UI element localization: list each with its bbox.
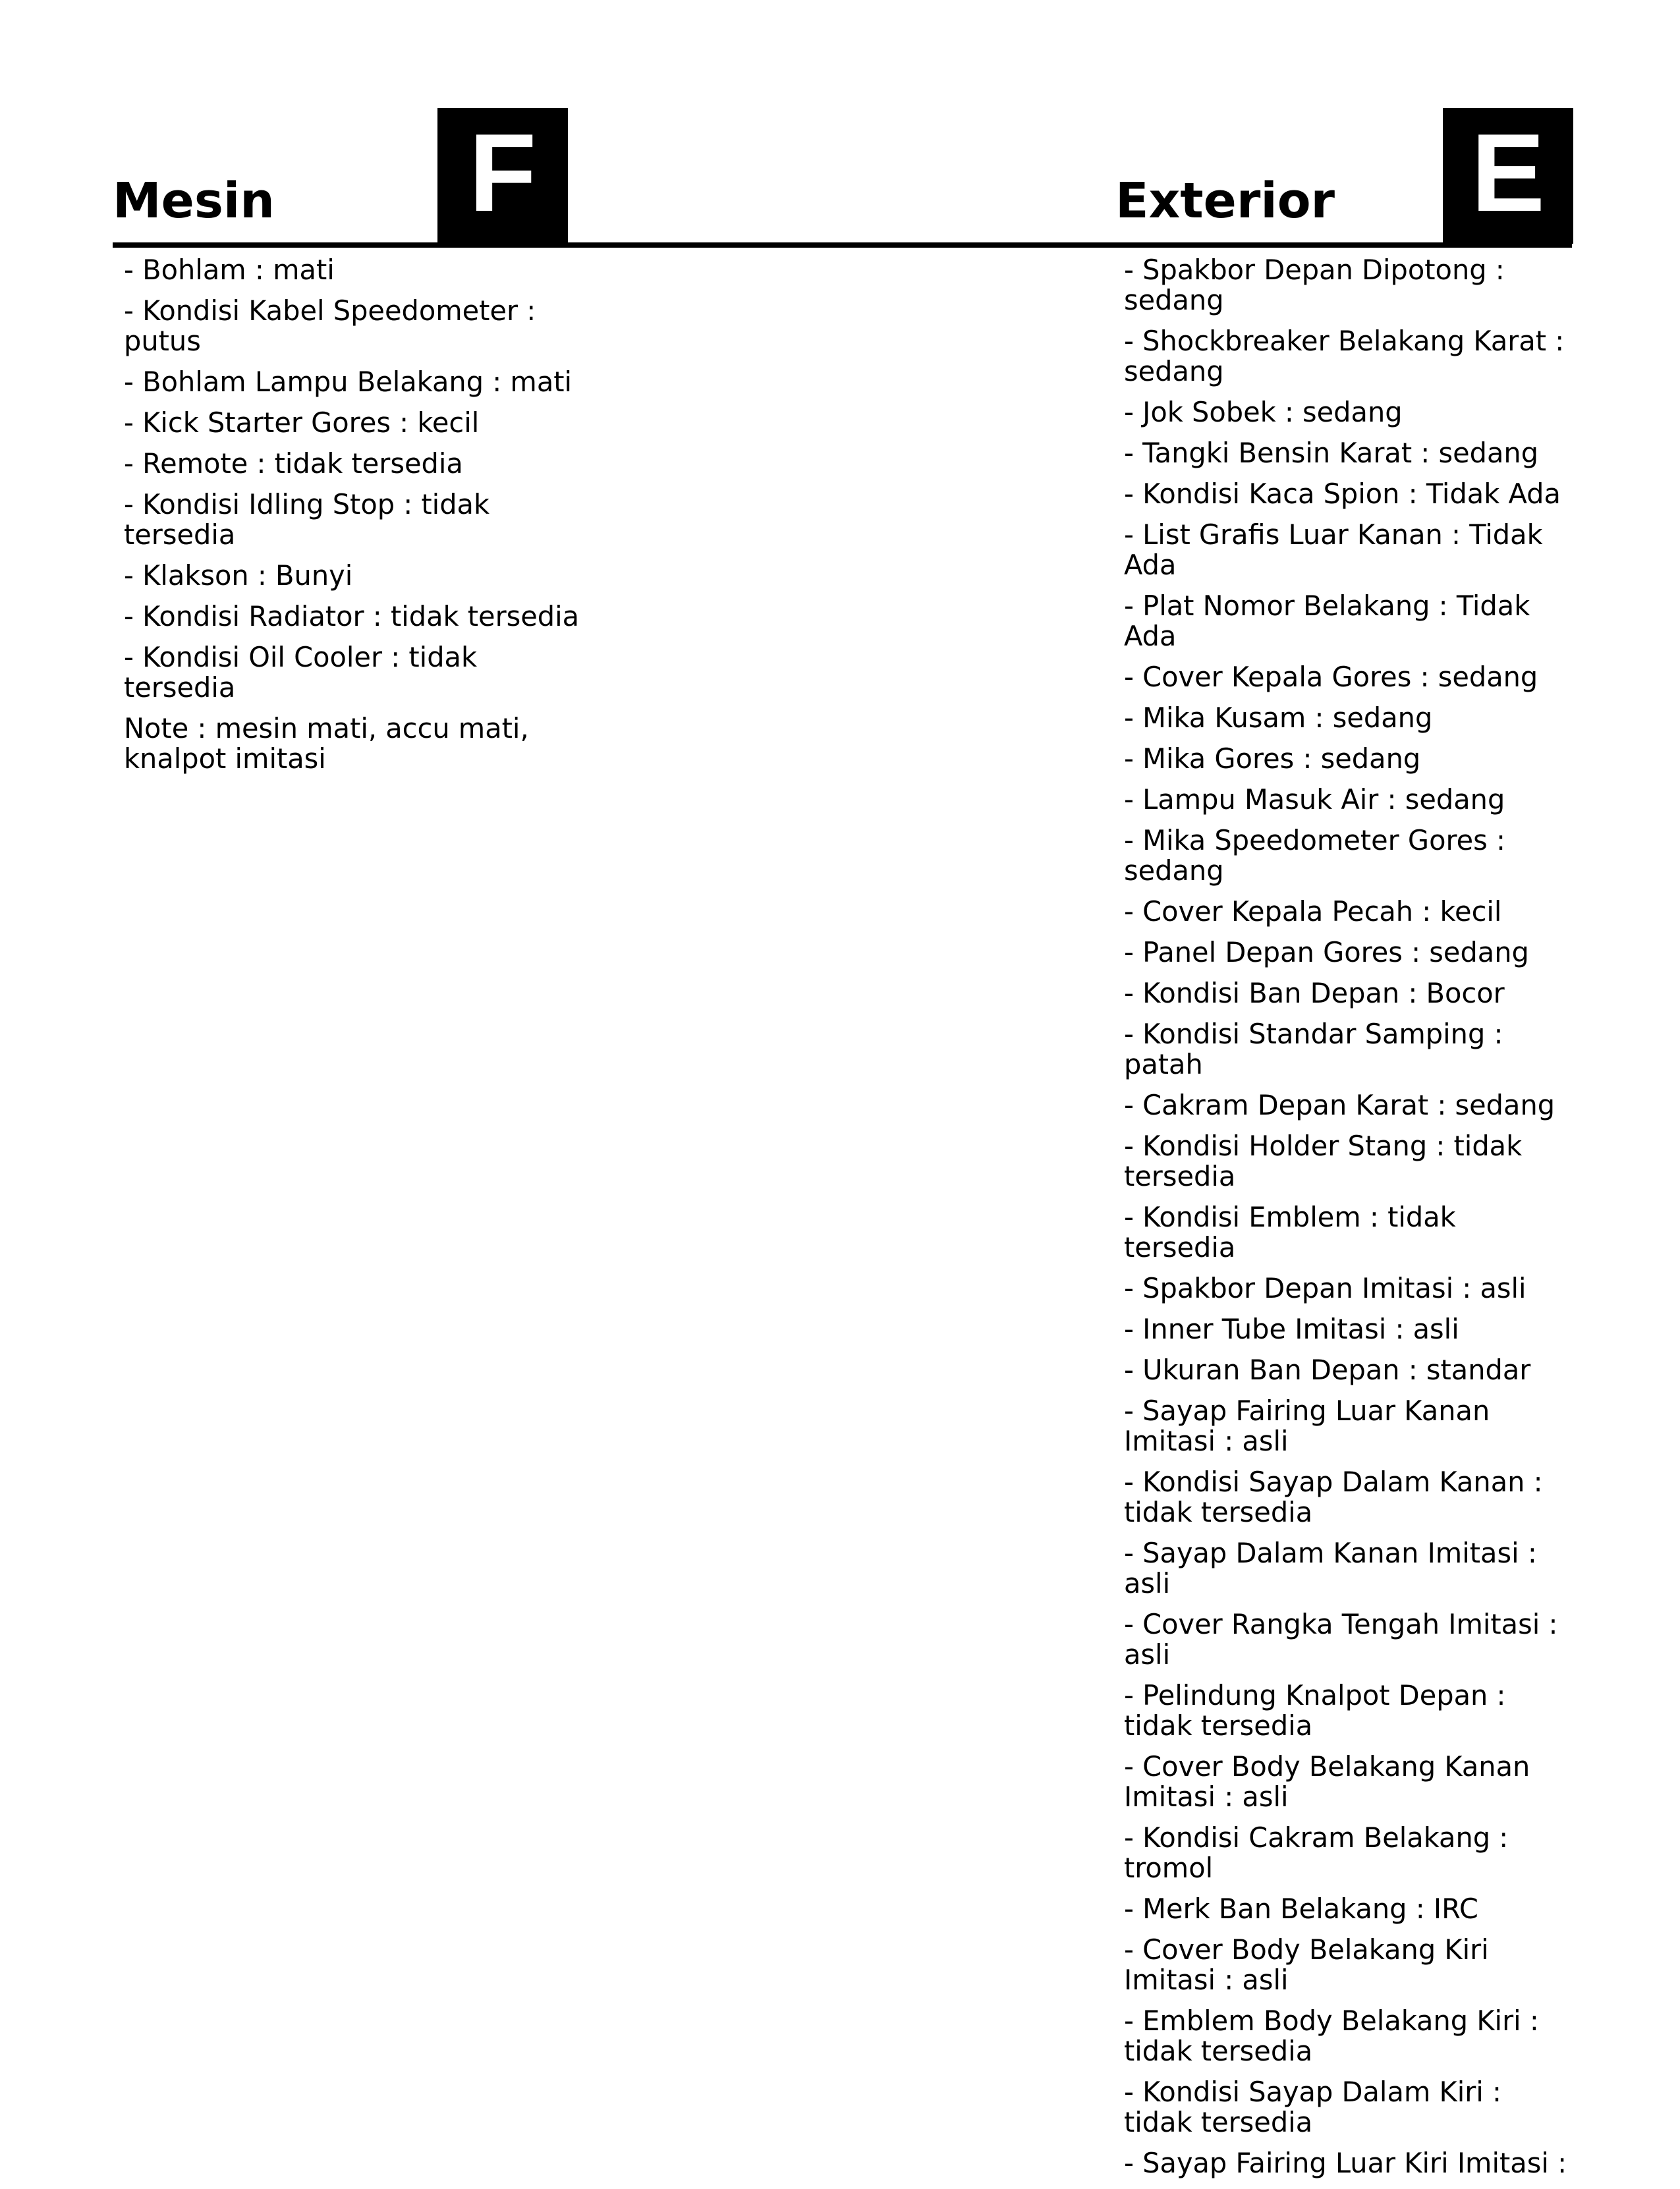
exterior-list-item: - Kondisi Kaca Spion : Tidak Ada [1124, 478, 1561, 510]
mesin-list-item: - Bohlam : mati [124, 254, 335, 286]
mesin-item-list [124, 255, 585, 785]
exterior-list-item: - Plat Nomor Belakang : Tidak Ada [1124, 590, 1530, 652]
exterior-list-item: - Mika Kusam : sedang [1124, 702, 1433, 734]
exterior-list-item: - Mika Speedometer Gores : sedang [1124, 824, 1505, 887]
exterior-list-item: - Cakram Depan Karat : sedang [1124, 1089, 1555, 1121]
exterior-list-item: - Tangki Bensin Karat : sedang [1124, 437, 1539, 469]
exterior-list-item: - Cover Kepala Gores : sedang [1124, 661, 1538, 693]
exterior-list-item: - Pelindung Knalpot Depan : tidak tersedia [1124, 1679, 1506, 1742]
exterior-list-item: - Sayap Fairing Luar Kanan Imitasi : asli [1124, 1395, 1490, 1457]
exterior-list-item: - Kondisi Standar Samping : patah [1124, 1018, 1503, 1080]
mesin-list-item: - Kick Starter Gores : kecil [124, 406, 480, 439]
exterior-list-item: - Kondisi Sayap Dalam Kanan : tidak tersedia [1124, 1466, 1543, 1528]
exterior-list-item: - Lampu Masuk Air : sedang [1124, 783, 1505, 816]
mesin-list-item: - Bohlam Lampu Belakang : mati [124, 366, 573, 398]
mesin-list-item: Note : mesin mati, accu mati, knalpot imitasi [124, 712, 529, 775]
exterior-list-item: - Cover Rangka Tengah Imitasi : asli [1124, 1608, 1558, 1671]
mesin-list-item: - Kondisi Radiator : tidak tersedia [124, 600, 580, 632]
mesin-section-title: Mesin [113, 173, 275, 229]
mesin-list-item: - Klakson : Bunyi [124, 559, 353, 592]
exterior-list-item: - Shockbreaker Belakang Karat : sedang [1124, 325, 1565, 387]
header-divider [113, 242, 1572, 248]
exterior-list-item: - Kondisi Sayap Dalam Kiri : tidak tersedia [1124, 2076, 1501, 2138]
exterior-list-item: - List Grafis Luar Kanan : Tidak Ada [1124, 518, 1543, 581]
exterior-list-item: - Emblem Body Belakang Kiri : tidak tersedia [1124, 2005, 1539, 2067]
exterior-list-item: - Cover Kepala Pecah : kecil [1124, 895, 1502, 928]
exterior-list-item: - Panel Depan Gores : sedang [1124, 936, 1529, 968]
exterior-list-item: - Sayap Dalam Kanan Imitasi : asli [1124, 1537, 1537, 1599]
exterior-list-item: - Spakbor Depan Imitasi : asli [1124, 1272, 1526, 1304]
exterior-list-item: - Mika Gores : sedang [1124, 742, 1421, 775]
mesin-list-item: - Kondisi Oil Cooler : tidak tersedia [124, 641, 477, 704]
exterior-list-item: - Spakbor Depan Dipotong : sedang [1124, 254, 1505, 316]
exterior-item-list [1124, 255, 1572, 2189]
exterior-list-item: - Jok Sobek : sedang [1124, 396, 1403, 428]
exterior-list-item: - Inner Tube Imitasi : asli [1124, 1313, 1459, 1345]
exterior-list-item: - Kondisi Emblem : tidak tersedia [1124, 1201, 1456, 1263]
exterior-section-badge: E [1443, 108, 1573, 244]
mesin-list-item: - Remote : tidak tersedia [124, 447, 463, 480]
exterior-list-item: - Kondisi Cakram Belakang : tromol [1124, 1821, 1509, 1884]
exterior-list-item: - Ukuran Ban Depan : standar [1124, 1354, 1531, 1386]
mesin-list-item: - Kondisi Idling Stop : tidak tersedia [124, 488, 490, 551]
exterior-list-item: - Sayap Fairing Luar Kiri Imitasi : [1124, 2147, 1567, 2179]
exterior-section-title: Exterior [1115, 173, 1335, 229]
exterior-list-item: - Cover Body Belakang Kanan Imitasi : asli [1124, 1750, 1530, 1813]
exterior-list-item: - Cover Body Belakang Kiri Imitasi : asli [1124, 1933, 1489, 1996]
mesin-list-item: - Kondisi Kabel Speedometer : putus [124, 294, 536, 357]
exterior-list-item: - Kondisi Ban Depan : Bocor [1124, 977, 1505, 1009]
mesin-section-badge: F [437, 108, 568, 244]
exterior-list-item: - Kondisi Holder Stang : tidak tersedia [1124, 1130, 1523, 1192]
exterior-list-item: - Merk Ban Belakang : IRC [1124, 1893, 1478, 1925]
